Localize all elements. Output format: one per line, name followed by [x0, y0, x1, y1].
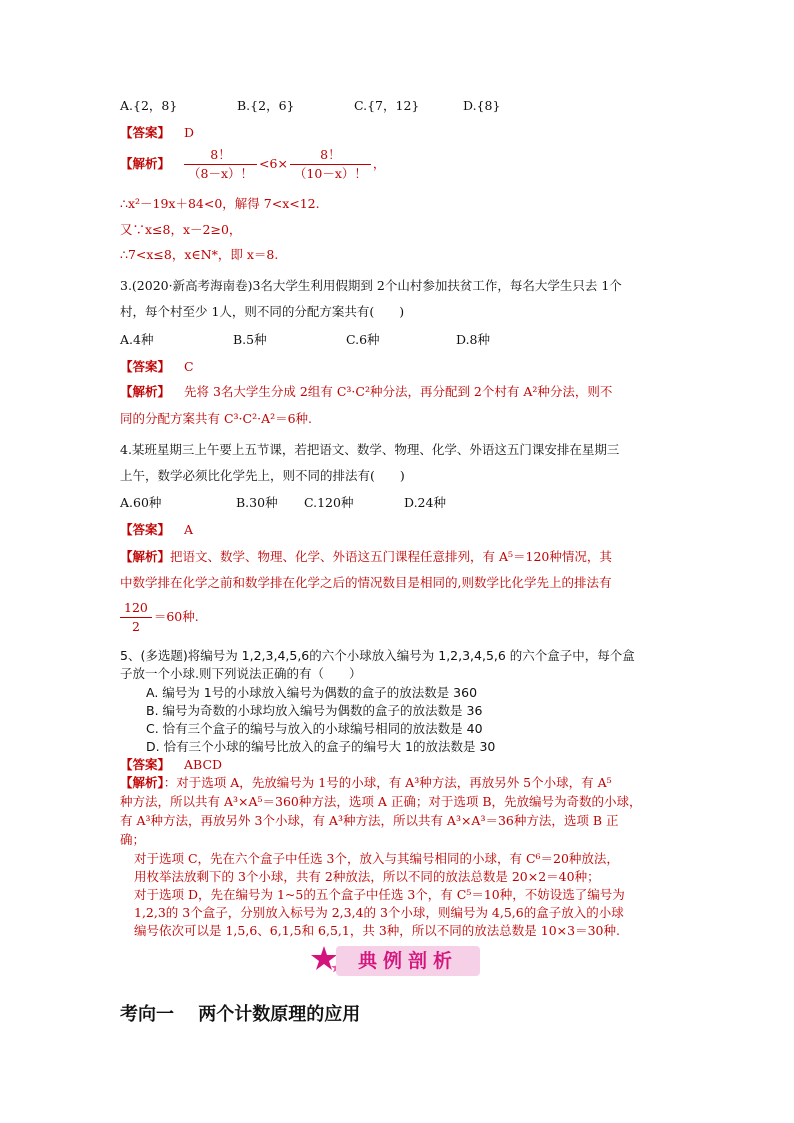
- q3-analysis-line: 同的分配方案共有 C³·C²·A²＝6种.: [120, 411, 313, 426]
- section-heading: 考向一 两个计数原理的应用: [120, 1004, 361, 1025]
- q5-analysis-line: 用枚举法放剩下的 3个小球，共有 2种放法，所以不同的放法总数是 20×2＝40种；: [134, 869, 600, 884]
- answer-value: C: [184, 359, 194, 374]
- q3-option-d: D.8种: [456, 332, 491, 347]
- q5-option-d: D. 恰有三个小球的编号比放入的盒子的编号大 1的放法数是 30: [146, 739, 496, 754]
- q5-analysis-line: 编号依次可以是 1,5,6、6,1,5和 6,5,1，共 3种，所以不同的放法总数是 10×3＝30种.: [134, 923, 620, 938]
- q3-answer: [120, 358, 194, 376]
- q3-options: [120, 331, 490, 349]
- q2-option-d: D.{8}: [463, 98, 501, 113]
- answer-label: 【答案】: [120, 125, 171, 140]
- q3-stem: 3.(2020·新高考海南卷)3名大学生利用假期到 2个山村参加扶贫工作，每名大学生只去 1个: [120, 278, 622, 293]
- q3-option-c: C.6种: [346, 332, 380, 347]
- q5-option-b: B. 编号为奇数的小球均放入编号为偶数的盒子的放法数是 36: [146, 703, 483, 718]
- q5-option-a: A. 编号为 1号的小球放入编号为偶数的盒子的放法数是 360: [146, 685, 478, 700]
- q3-analysis: 【解析】 先将 3名大学生分成 2组有 C³·C²种分法，再分配到 2个村有 A²种分法，则不: [120, 384, 613, 399]
- q2-analysis-formula: 【解析】 $\frac{8!}{(8-x)!}$ <6× $\frac{8!}{(10-x)!}$ ，: [120, 147, 386, 181]
- analysis-label: 【解析】: [120, 549, 171, 564]
- section-banner: [306, 942, 482, 978]
- q4-option-b: B.30种: [236, 495, 278, 510]
- q5-answer: [120, 756, 222, 774]
- q5-option-c: C. 恰有三个盒子的编号与放入的小球编号相同的放法数是 40: [146, 721, 483, 736]
- q3-option-b: B.5种: [233, 332, 267, 347]
- q2-analysis-line: ∴x²－19x＋84<0，解得 7<x<12.: [120, 196, 320, 211]
- answer-value: A: [184, 522, 194, 537]
- q4-analysis-line: 中数学排在化学之前和数学排在化学之后的情况数目是相同的,则数学比化学先上的排法有: [120, 575, 612, 590]
- q4-stem: 4.某班星期三上午要上五节课，若把语文、数学、物理、化学、外语这五门课安排在星期三: [120, 442, 620, 457]
- q5-analysis-line: 对于选项 D，先在编号为 1~5的五个盒子中任选 3个，有 C⁵＝10种，不妨设选了编号为: [134, 887, 625, 902]
- fraction: $\frac{120}{2}$: [120, 599, 152, 636]
- banner-title: 典例剖析: [357, 950, 458, 972]
- answer-value: D: [184, 125, 195, 140]
- q5-stem: 5、(多选题)将编号为 1,2,3,4,5,6的六个小球放入编号为 1,2,3,4,5,6 的六个盒子中，每个盒: [120, 648, 635, 663]
- answer-label: 【答案】: [120, 359, 171, 374]
- q4-option-d: D.24种: [404, 495, 446, 510]
- fraction: $\frac{8!}{(10-x)!}$: [290, 146, 371, 183]
- q3-option-a: A.4种: [120, 332, 154, 347]
- answer-value: ABCD: [184, 757, 223, 772]
- fraction: $\frac{8!}{(8-x)!}$: [184, 146, 257, 183]
- answer-label: 【答案】: [120, 757, 171, 772]
- q4-stem: 上午，数学必须比化学先上，则不同的排法有( ): [120, 468, 405, 483]
- q4-analysis: 【解析】把语文、数学、物理、化学、外语这五门课程任意排列，有 A⁵＝120种情况，其: [120, 549, 612, 564]
- q2-options: [120, 97, 500, 115]
- q4-option-a: A.60种: [120, 495, 162, 510]
- q5-analysis-line: 有 A³种方法，再放另外 3个小球，有 A³种方法，所以共有 A³×A³＝36种方法，选项 B 正: [120, 813, 619, 828]
- q3-stem: 村，每个村至少 1人，则不同的分配方案共有( ): [120, 304, 405, 319]
- q4-option-c: C.120种: [304, 495, 354, 510]
- q5-analysis-line: 种方法，所以共有 A³×A⁵＝360种方法，选项 A 正确；对于选项 B，先放编号为奇数的小球，: [120, 794, 642, 809]
- q4-options: [120, 494, 446, 512]
- q2-option-c: C.{7，12}: [354, 98, 420, 113]
- q5-analysis-line: 1,2,3的 3个盒子，分别放入标号为 2,3,4的 3个小球，则编号为 4,5,6的盒子放入的小球: [134, 905, 624, 920]
- q2-answer: [120, 124, 194, 142]
- q5-analysis-line: 对于选项 C，先在六个盒子中任选 3个，放入与其编号相同的小球，有 C⁶＝20种放法，: [134, 851, 619, 866]
- q5-stem: 子放一个小球.则下列说法正确的有（ ）: [120, 666, 362, 681]
- q2-analysis-line: ∴7<x≤8，x∈N*，即 x＝8.: [120, 247, 279, 262]
- analysis-label: 【解析】: [120, 775, 164, 790]
- q2-analysis-line: 又∵x≤8，x－2≥0，: [120, 222, 242, 237]
- q5-analysis-line: 确；: [120, 832, 146, 847]
- q4-answer: [120, 521, 193, 539]
- q2-option-a: A.{2，8}: [120, 98, 178, 113]
- answer-label: 【答案】: [120, 522, 171, 537]
- analysis-label: 【解析】: [120, 156, 171, 171]
- q4-analysis-fraction: $\frac{120}{2}$ ＝60种.: [120, 599, 199, 639]
- analysis-label: 【解析】: [120, 384, 171, 399]
- q5-analysis: 【解析】：对于选项 A，先放编号为 1号的小球，有 A³种方法，再放另外 5个小球，有 A⁵: [120, 775, 612, 790]
- q2-option-b: B.{2，6}: [237, 98, 295, 113]
